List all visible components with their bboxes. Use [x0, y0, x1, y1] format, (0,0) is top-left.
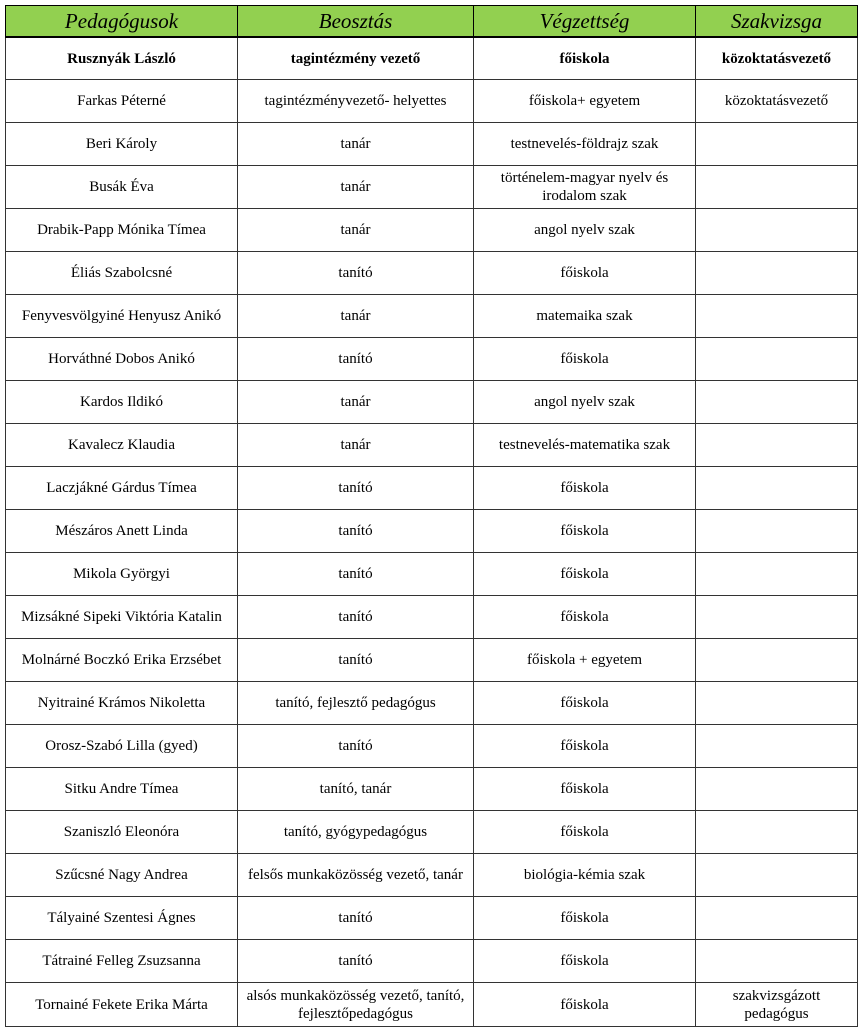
cell-exam — [696, 166, 858, 209]
cell-education: főiskola — [474, 510, 696, 553]
cell-position: alsós munkaközösség vezető, tanító, fejlesztőpedagógus — [238, 983, 474, 1027]
cell-name: Szaniszló Eleonóra — [6, 811, 238, 854]
cell-position: tagintézményvezető- helyettes — [238, 80, 474, 123]
cell-name: Fenyvesvölgyiné Henyusz Anikó — [6, 295, 238, 338]
cell-name: Rusznyák László — [6, 37, 238, 80]
cell-exam — [696, 811, 858, 854]
table-row — [6, 381, 858, 424]
cell-position: tanító — [238, 510, 474, 553]
cell-education: főiskola — [474, 768, 696, 811]
cell-exam — [696, 725, 858, 768]
cell-education: főiskola + egyetem — [474, 639, 696, 682]
cell-name: Mészáros Anett Linda — [6, 510, 238, 553]
staff-table — [5, 5, 858, 1027]
cell-position: tanító — [238, 725, 474, 768]
cell-name: Éliás Szabolcsné — [6, 252, 238, 295]
cell-education: főiskola — [474, 596, 696, 639]
table-row — [6, 37, 858, 80]
table-row — [6, 338, 858, 381]
cell-position: tanár — [238, 381, 474, 424]
table-row — [6, 854, 858, 897]
table-row — [6, 725, 858, 768]
cell-position: tanár — [238, 209, 474, 252]
cell-position: tanító, tanár — [238, 768, 474, 811]
cell-education: főiskola — [474, 252, 696, 295]
staff-table-container — [5, 5, 857, 1027]
table-row — [6, 768, 858, 811]
table-row — [6, 166, 858, 209]
cell-exam — [696, 768, 858, 811]
cell-exam — [696, 854, 858, 897]
cell-name: Busák Éva — [6, 166, 238, 209]
cell-position: tanító — [238, 940, 474, 983]
cell-exam: közoktatásvezető — [696, 80, 858, 123]
cell-name: Orosz-Szabó Lilla (gyed) — [6, 725, 238, 768]
cell-exam — [696, 897, 858, 940]
cell-education: főiskola — [474, 811, 696, 854]
table-row — [6, 811, 858, 854]
table-row — [6, 553, 858, 596]
cell-exam — [696, 596, 858, 639]
cell-exam — [696, 467, 858, 510]
cell-position: tanító, fejlesztő pedagógus — [238, 682, 474, 725]
cell-position: tanár — [238, 295, 474, 338]
table-row — [6, 510, 858, 553]
cell-education: főiskola — [474, 725, 696, 768]
table-body — [6, 37, 858, 1027]
table-row — [6, 897, 858, 940]
cell-name: Mikola Györgyi — [6, 553, 238, 596]
table-row — [6, 639, 858, 682]
cell-position: tanár — [238, 123, 474, 166]
cell-position: tanító — [238, 252, 474, 295]
cell-exam — [696, 252, 858, 295]
cell-name: Drabik-Papp Mónika Tímea — [6, 209, 238, 252]
cell-name: Sitku Andre Tímea — [6, 768, 238, 811]
cell-education: biológia-kémia szak — [474, 854, 696, 897]
cell-position: tanító — [238, 596, 474, 639]
cell-exam — [696, 639, 858, 682]
cell-name: Kavalecz Klaudia — [6, 424, 238, 467]
header-position: Beosztás — [238, 6, 474, 38]
cell-education: angol nyelv szak — [474, 381, 696, 424]
cell-exam: szakvizsgázott pedagógus — [696, 983, 858, 1027]
cell-exam — [696, 123, 858, 166]
table-row — [6, 940, 858, 983]
table-row — [6, 295, 858, 338]
cell-education: főiskola — [474, 338, 696, 381]
cell-name: Mizsákné Sipeki Viktória Katalin — [6, 596, 238, 639]
cell-position: felsős munkaközösség vezető, tanár — [238, 854, 474, 897]
cell-exam — [696, 940, 858, 983]
cell-name: Tátrainé Felleg Zsuzsanna — [6, 940, 238, 983]
cell-name: Beri Károly — [6, 123, 238, 166]
cell-position: tanító — [238, 897, 474, 940]
cell-exam — [696, 510, 858, 553]
cell-exam — [696, 424, 858, 467]
table-row — [6, 424, 858, 467]
cell-position: tanító — [238, 338, 474, 381]
header-pedagogues: Pedagógusok — [6, 6, 238, 38]
cell-education: testnevelés-földrajz szak — [474, 123, 696, 166]
cell-education: főiskola — [474, 553, 696, 596]
cell-name: Laczjákné Gárdus Tímea — [6, 467, 238, 510]
cell-position: tanár — [238, 166, 474, 209]
cell-education: testnevelés-matematika szak — [474, 424, 696, 467]
table-row — [6, 983, 858, 1027]
table-row — [6, 252, 858, 295]
cell-position: tanító — [238, 639, 474, 682]
cell-exam — [696, 338, 858, 381]
cell-name: Horváthné Dobos Anikó — [6, 338, 238, 381]
cell-name: Molnárné Boczkó Erika Erzsébet — [6, 639, 238, 682]
cell-exam — [696, 295, 858, 338]
cell-position: tanító, gyógypedagógus — [238, 811, 474, 854]
cell-education: főiskola — [474, 682, 696, 725]
table-row — [6, 123, 858, 166]
cell-position: tanító — [238, 467, 474, 510]
cell-education: főiskola — [474, 983, 696, 1027]
table-row — [6, 209, 858, 252]
cell-position: tanító — [238, 553, 474, 596]
cell-exam: közoktatásvezető — [696, 37, 858, 80]
cell-education: főiskola — [474, 467, 696, 510]
table-row — [6, 596, 858, 639]
cell-name: Farkas Péterné — [6, 80, 238, 123]
cell-position: tagintézmény vezető — [238, 37, 474, 80]
cell-education: főiskola+ egyetem — [474, 80, 696, 123]
table-row — [6, 467, 858, 510]
cell-exam — [696, 209, 858, 252]
cell-education: angol nyelv szak — [474, 209, 696, 252]
cell-position: tanár — [238, 424, 474, 467]
header-education: Végzettség — [474, 6, 696, 38]
cell-name: Kardos Ildikó — [6, 381, 238, 424]
cell-exam — [696, 682, 858, 725]
table-header-row — [6, 6, 858, 38]
cell-name: Nyitrainé Krámos Nikoletta — [6, 682, 238, 725]
cell-name: Tályainé Szentesi Ágnes — [6, 897, 238, 940]
cell-exam — [696, 553, 858, 596]
cell-education: matemaika szak — [474, 295, 696, 338]
cell-exam — [696, 381, 858, 424]
cell-education: főiskola — [474, 897, 696, 940]
table-row — [6, 682, 858, 725]
table-row — [6, 80, 858, 123]
cell-name: Tornainé Fekete Erika Márta — [6, 983, 238, 1027]
cell-education: főiskola — [474, 940, 696, 983]
header-exam: Szakvizsga — [696, 6, 858, 38]
cell-education: történelem-magyar nyelv és irodalom szak — [474, 166, 696, 209]
cell-education: főiskola — [474, 37, 696, 80]
cell-name: Szűcsné Nagy Andrea — [6, 854, 238, 897]
